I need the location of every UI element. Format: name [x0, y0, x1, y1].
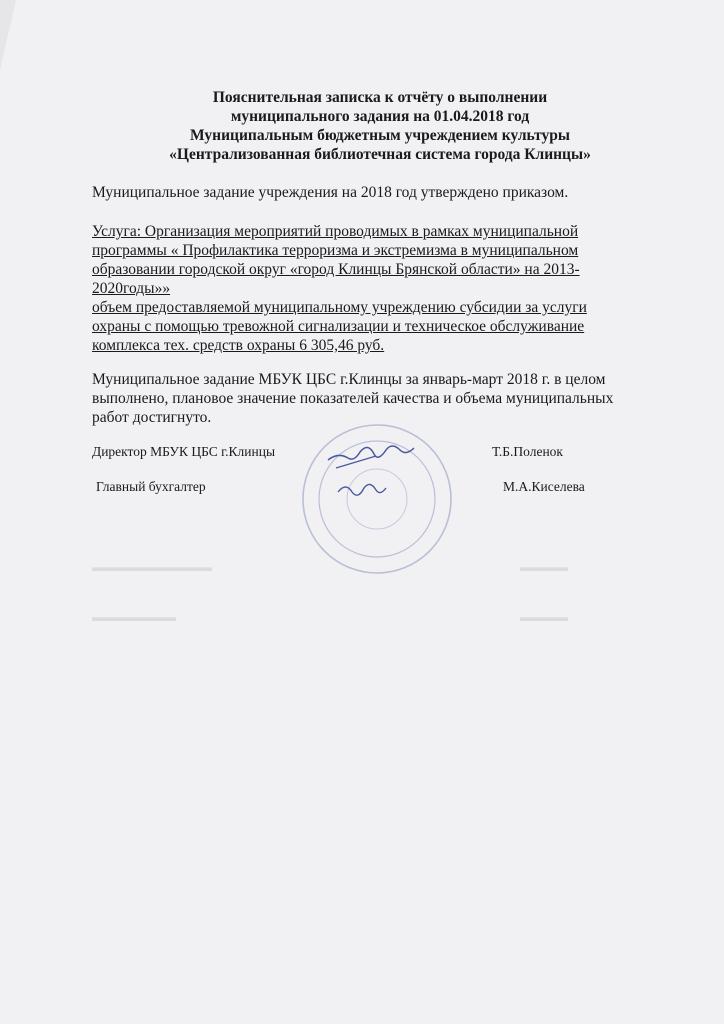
stamp-center-ring	[347, 469, 407, 529]
service-line-6: охраны с помощью тревожной сигнализации и техническое обслуживание	[92, 318, 585, 335]
completion-line-2: выполнено, плановое значение показателей качества и объема муниципальных	[92, 390, 614, 407]
service-paragraph	[92, 222, 632, 355]
bleedthrough-text-1: ▬▬▬▬▬▬▬▬▬▬	[92, 560, 212, 574]
service-line-4: 2020годы»»	[92, 280, 171, 297]
bleedthrough-text-3: ▬▬▬▬▬▬▬	[92, 610, 176, 624]
title-line-2: муниципального задания на 01.04.2018 год	[230, 108, 530, 125]
stamp-inner-ring	[319, 441, 435, 557]
service-line-3: образовании городской округ «город Клинцы Брянской области» на 2013-	[92, 261, 580, 278]
bleedthrough-text-4: ▬▬▬▬	[520, 610, 568, 624]
stamp-outer-ring	[303, 425, 451, 573]
bleedthrough-text-2: ▬▬▬▬	[520, 560, 568, 574]
title-line-1: Пояснительная записка к отчёту о выполнении	[212, 89, 548, 106]
service-line-1: Услуга: Организация мероприятий проводимых в рамках муниципальной	[92, 223, 579, 240]
title-line-4: «Централизованная библиотечная система города Клинцы»	[169, 146, 591, 163]
completion-paragraph	[92, 370, 672, 427]
service-line-7: комплекса тех. средств охраны 6 305,46 руб.	[92, 337, 385, 354]
organization-stamp	[298, 420, 456, 578]
completion-line-1: Муниципальное задание МБУК ЦБС г.Клинцы за январь-март 2018 г. в целом	[92, 371, 606, 388]
director-label: Директор МБУК ЦБС г.Клинцы	[92, 444, 276, 459]
service-line-2: программы « Профилактика терроризма и экстремизма в муниципальном	[92, 242, 579, 259]
accountant-signature	[338, 484, 386, 495]
director-name: Т.Б.Поленок	[492, 444, 563, 459]
completion-line-3: работ достигнуто.	[92, 409, 212, 426]
page-corner-fold	[0, 0, 16, 70]
accountant-name: М.А.Киселева	[503, 479, 585, 494]
approval-paragraph: Муниципальное задание учреждения на 2018 год утверждено приказом.	[92, 184, 569, 201]
document-title	[60, 88, 700, 164]
accountant-label: Главный бухгалтер	[96, 479, 206, 494]
title-line-3: Муниципальным бюджетным учреждением культуры	[190, 127, 570, 144]
service-line-5: объем предоставляемой муниципальному учреждению субсидии за услуги	[92, 299, 587, 316]
